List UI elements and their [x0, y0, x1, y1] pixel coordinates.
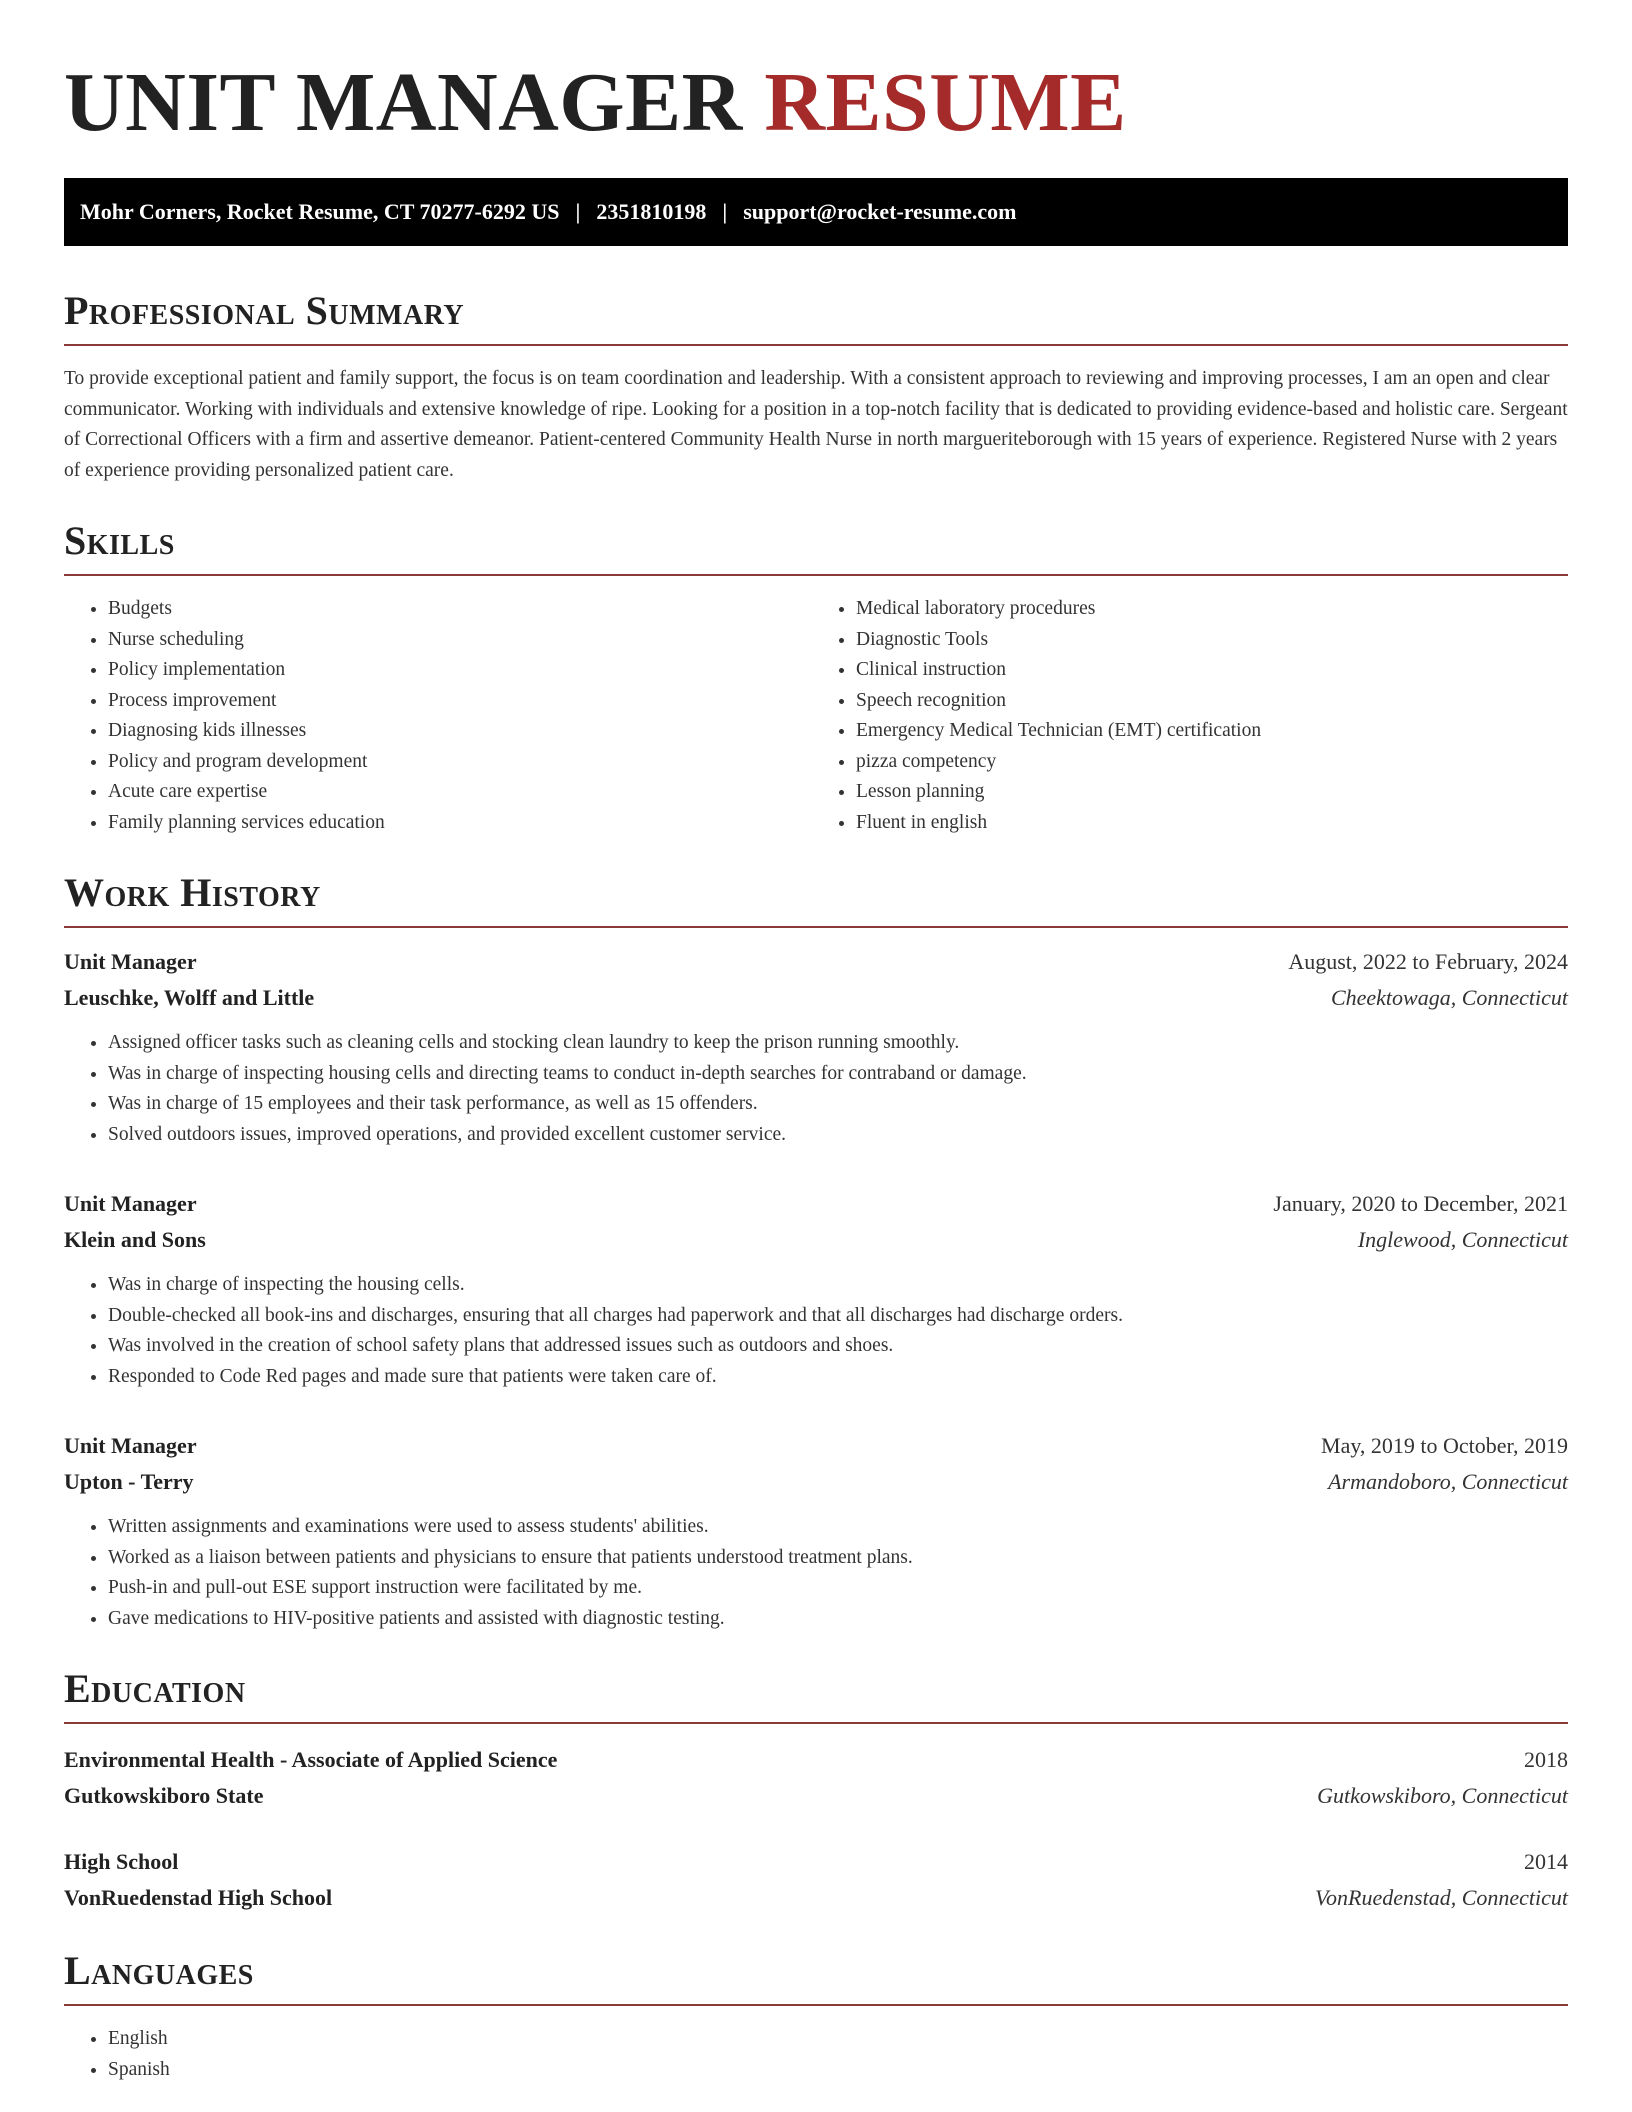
education-degree-row: [64, 1742, 1568, 1778]
job-duty: • Was in charge of inspecting the housing cells.: [108, 1270, 1568, 1301]
job-dates: August, 2022 to February, 2024: [1288, 949, 1568, 974]
job-title-row: [64, 944, 1568, 980]
summary-section: [64, 286, 1568, 486]
job-title: Unit Manager: [64, 1433, 197, 1458]
job-duty: • Worked as a liaison between patients and physicians to ensure that patients understood treatment plans.: [108, 1543, 1568, 1574]
education-location: VonRuedenstad, Connecticut: [1315, 1885, 1568, 1910]
job-company: Klein and Sons: [64, 1227, 206, 1252]
skill-item: • Family planning services education: [108, 808, 816, 839]
education-year: 2014: [1524, 1849, 1568, 1874]
job-title: Unit Manager: [64, 1191, 197, 1216]
job-entry: [64, 944, 1568, 1150]
work-history-section: [64, 868, 1568, 1634]
skills-list-right: [816, 594, 1568, 838]
education-school: VonRuedenstad High School: [64, 1885, 333, 1910]
job-entry: [64, 1186, 1568, 1392]
skill-item: • Budgets: [108, 594, 816, 625]
job-duty: • Was in charge of 15 employees and their task performance, as well as 15 offenders.: [108, 1089, 1568, 1120]
job-title-row: [64, 1428, 1568, 1464]
job-title-row: [64, 1186, 1568, 1222]
title-accent: RESUME: [764, 56, 1127, 149]
job-company-row: [64, 1464, 1568, 1500]
job-location: Armandoboro, Connecticut: [1328, 1469, 1568, 1494]
education-school-row: [64, 1880, 1568, 1916]
education-degree: High School: [64, 1849, 179, 1874]
education-entry: [64, 1844, 1568, 1916]
job-location: Cheektowaga, Connecticut: [1330, 985, 1568, 1010]
job-duty: • Assigned officer tasks such as cleaning cells and stocking clean laundry to keep the prison running smoothly.: [108, 1028, 1568, 1059]
skill-item: • Policy and program development: [108, 747, 816, 778]
job-company: Leuschke, Wolff and Little: [64, 985, 315, 1010]
job-company: Upton - Terry: [64, 1469, 194, 1494]
contact-separator: |: [575, 199, 581, 224]
education-degree: Environmental Health - Associate of Applied Science: [64, 1747, 558, 1772]
skill-item: • Medical laboratory procedures: [856, 594, 1568, 625]
job-dates: May, 2019 to October, 2019: [1321, 1433, 1568, 1458]
job-duties-list: [64, 1512, 1568, 1634]
skill-item: • Diagnosing kids illnesses: [108, 716, 816, 747]
job-duty: • Gave medications to HIV-positive patients and assisted with diagnostic testing.: [108, 1604, 1568, 1635]
language-item: • Spanish: [108, 2055, 1568, 2086]
education-school: Gutkowskiboro State: [64, 1783, 264, 1808]
skill-item: • Clinical instruction: [856, 655, 1568, 686]
job-duty: • Responded to Code Red pages and made sure that patients were taken care of.: [108, 1362, 1568, 1393]
skill-item: • Nurse scheduling: [108, 625, 816, 656]
skills-list-left: [64, 594, 816, 838]
skill-item: • Diagnostic Tools: [856, 625, 1568, 656]
section-heading-summary: Professional Summary: [64, 286, 1568, 346]
section-heading-languages: Languages: [64, 1946, 1568, 2006]
education-degree-row: [64, 1844, 1568, 1880]
contact-separator: |: [722, 199, 728, 224]
job-duty: • Solved outdoors issues, improved operations, and provided excellent customer service.: [108, 1120, 1568, 1151]
skill-item: • Emergency Medical Technician (EMT) certification: [856, 716, 1568, 747]
contact-phone[interactable]: 2351810198: [596, 199, 707, 224]
contact-email-link[interactable]: support@rocket-resume.com: [743, 199, 1017, 224]
summary-text: To provide exceptional patient and family support, the focus is on team coordination and leadership. With a consistent approach to reviewing and improving processes, I am an open and clear communicator. Working with individuals and extensive knowledge of ripe. Looking for a position in a top-notch facility that is dedicated to providing evidence-based and holistic care. Sergeant of Correctional Officers with a firm and assertive demeanor. Patient-centered Community Health Nurse in north margueriteborough with 15 years of experience. Registered Nurse with 2 years of experience providing personalized patient care.: [64, 368, 1568, 481]
job-entry: [64, 1428, 1568, 1634]
job-company-row: [64, 1222, 1568, 1258]
section-heading-skills: Skills: [64, 516, 1568, 576]
resume-title: [64, 48, 1568, 158]
education-school-row: [64, 1778, 1568, 1814]
job-duty: • Was involved in the creation of school safety plans that addressed issues such as outdoors and shoes.: [108, 1331, 1568, 1362]
education-location: Gutkowskiboro, Connecticut: [1317, 1783, 1568, 1808]
title-main: UNIT MANAGER: [64, 56, 743, 149]
job-duty: • Was in charge of inspecting housing cells and directing teams to conduct in-depth searches for contraband or damage.: [108, 1059, 1568, 1090]
job-duties-list: [64, 1270, 1568, 1392]
skill-item: • pizza competency: [856, 747, 1568, 778]
contact-address: Mohr Corners, Rocket Resume, CT 70277-6292 US: [80, 199, 560, 224]
education-entry: [64, 1742, 1568, 1814]
job-duty: • Double-checked all book-ins and discharges, ensuring that all charges had paperwork and that all discharges had discharge orders.: [108, 1301, 1568, 1332]
languages-list: [64, 2024, 1568, 2085]
languages-section: [64, 1946, 1568, 2085]
job-company-row: [64, 980, 1568, 1016]
job-duties-list: [64, 1028, 1568, 1150]
job-title: Unit Manager: [64, 949, 197, 974]
skill-item: • Process improvement: [108, 686, 816, 717]
section-heading-work-history: Work History: [64, 868, 1568, 928]
section-heading-education: Education: [64, 1664, 1568, 1724]
job-location: Inglewood, Connecticut: [1357, 1227, 1568, 1252]
skill-item: • Policy implementation: [108, 655, 816, 686]
skill-item: • Acute care expertise: [108, 777, 816, 808]
job-dates: January, 2020 to December, 2021: [1273, 1191, 1568, 1216]
education-section: [64, 1664, 1568, 1916]
skills-section: [64, 516, 1568, 838]
education-year: 2018: [1524, 1747, 1568, 1772]
skill-item: • Speech recognition: [856, 686, 1568, 717]
skill-item: • Fluent in english: [856, 808, 1568, 839]
contact-bar: [64, 178, 1568, 246]
skills-grid: [64, 594, 1568, 838]
job-duty: • Push-in and pull-out ESE support instruction were facilitated by me.: [108, 1573, 1568, 1604]
language-item: • English: [108, 2024, 1568, 2055]
skill-item: • Lesson planning: [856, 777, 1568, 808]
job-duty: • Written assignments and examinations were used to assess students' abilities.: [108, 1512, 1568, 1543]
